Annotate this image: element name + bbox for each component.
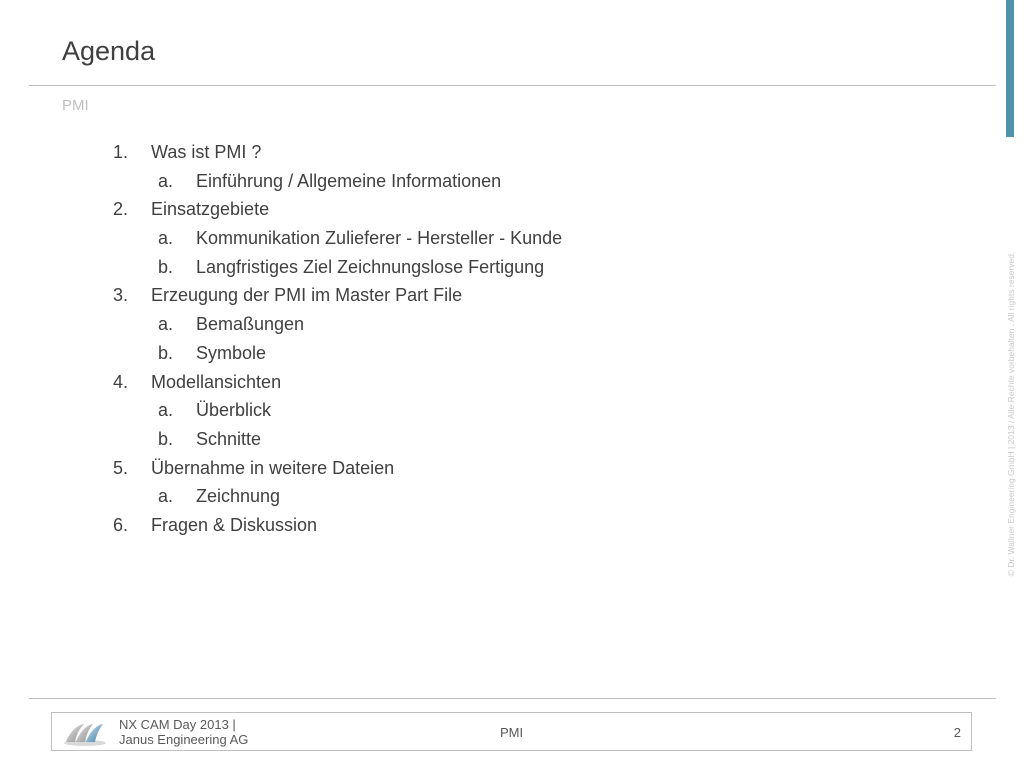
agenda-subitem-letter: a.: [158, 400, 174, 421]
page-number: 2: [953, 725, 961, 740]
agenda-item-text: Was ist PMI ?: [151, 142, 262, 162]
slide-subtitle: PMI: [62, 97, 89, 114]
agenda-subitem-letter: a.: [158, 486, 174, 507]
copyright-text: © Dr. Wallner Engineering GmbH | 2013 / Alle Rechte vorbehalten . All rights reserved.: [1006, 251, 1016, 577]
footer-divider: [29, 698, 996, 699]
footer-event-line: NX CAM Day 2013 |: [119, 717, 236, 732]
agenda-item-number: 4.: [113, 371, 129, 392]
agenda-subitem-letter: b.: [158, 428, 174, 449]
agenda-subitem-text: Symbole: [196, 342, 267, 363]
agenda-subitem-text: Kommunikation Zulieferer - Hersteller - Kunde: [196, 228, 563, 249]
agenda-item-text: Fragen & Diskussion: [151, 514, 318, 535]
agenda-subitem-letter: a.: [158, 314, 174, 335]
agenda-subitem-text: Bemaßungen: [196, 314, 305, 335]
accent-bar: [1006, 0, 1014, 137]
slide-title: Agenda: [62, 36, 156, 66]
agenda-item-text: Erzeugung der PMI im Master Part File: [151, 285, 463, 306]
agenda-item-text: Einsatzgebiete: [151, 199, 270, 220]
footer-company-line: Janus Engineering AG: [119, 732, 249, 747]
agenda-subitem-text: Zeichnung: [196, 486, 281, 507]
agenda-subitem-text: Einführung / Allgemeine Informationen: [196, 170, 502, 191]
agenda-item-text: Übernahme in weitere Dateien: [151, 457, 395, 478]
agenda-item-number: 2.: [113, 199, 129, 220]
agenda-subitem-text: Schnitte: [196, 428, 262, 449]
agenda-subitem-text: Überblick: [196, 400, 272, 421]
agenda-subitem-letter: a.: [158, 228, 174, 249]
agenda-item-number: 5.: [113, 457, 129, 478]
agenda-item-text: Modellansichten: [151, 371, 282, 392]
agenda-item-number: 1.: [113, 142, 129, 162]
agenda-subitem-letter: b.: [158, 342, 174, 363]
agenda-subitem-text: Langfristiges Ziel Zeichnungslose Fertigung: [196, 256, 545, 277]
agenda-item-number: 6.: [113, 514, 129, 535]
agenda-subitem-letter: b.: [158, 256, 174, 277]
footer-topic: PMI: [499, 725, 524, 740]
agenda-item-number: 3.: [113, 285, 129, 306]
title-divider: [29, 85, 996, 86]
footer: [51, 712, 972, 751]
agenda-subitem-letter: a.: [158, 170, 174, 191]
